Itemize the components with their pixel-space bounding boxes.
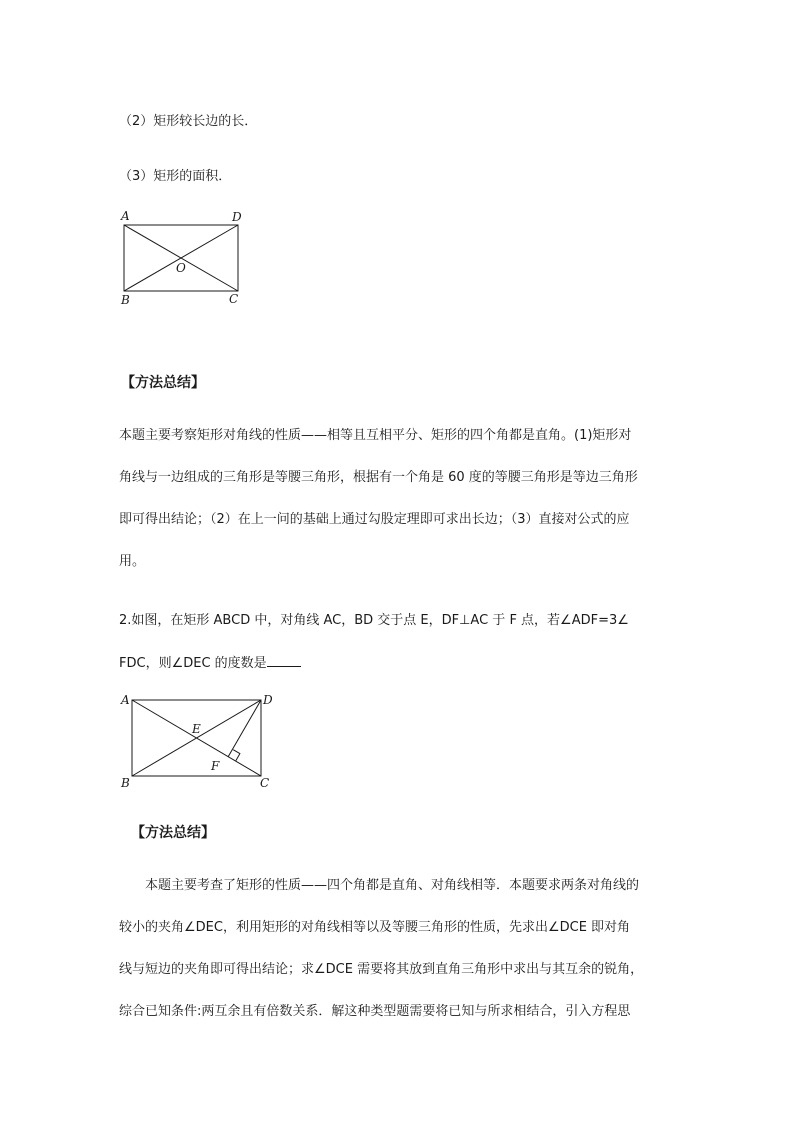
vertex-label-b: B bbox=[121, 293, 130, 307]
method-summary-2-line: 本题主要考查了矩形的性质——四个角都是直角、对角线相等．本题要求两条对角线的 bbox=[145, 878, 640, 893]
vertex-label-c: C bbox=[260, 776, 270, 790]
method-summary-1 bbox=[119, 415, 679, 583]
problem-2-line-2-text: FDC，则∠DEC 的度数是 bbox=[119, 656, 267, 671]
method-summary-1-line: 本题主要考察矩形对角线的性质——相等且互相平分、矩形的四个角都是直角。(1)矩形对 bbox=[119, 428, 632, 443]
method-summary-2-line: 线与短边的夹角即可得出结论；求∠DCE 需要将其放到直角三角形中求出与其互余的锐角， bbox=[119, 962, 644, 977]
vertex-label-b: B bbox=[121, 776, 130, 790]
method-summary-2-line: 较小的夹角∠DEC，利用矩形的对角线相等以及等腰三角形的性质，先求出∠DCE 即对角 bbox=[119, 920, 631, 935]
vertex-label-c: C bbox=[229, 292, 239, 306]
method-summary-2-line: 综合已知条件:两互余且有倍数关系．解这种类型题需要将已知与所求相结合，引入方程思 bbox=[119, 1004, 631, 1019]
vertex-label-d: D bbox=[232, 210, 242, 224]
right-angle-mark bbox=[233, 750, 240, 761]
point-label-f: F bbox=[211, 759, 220, 773]
method-summary-heading-1: 【方法总结】 bbox=[121, 375, 205, 391]
method-summary-1-line: 用。 bbox=[119, 554, 146, 569]
vertex-label-d: D bbox=[263, 693, 273, 707]
point-label-e: E bbox=[192, 722, 201, 736]
rectangle-figure-2 bbox=[115, 690, 275, 795]
vertex-label-a: A bbox=[121, 693, 130, 707]
method-summary-heading-2: 【方法总结】 bbox=[131, 825, 215, 841]
question-3: （3）矩形的面积． bbox=[119, 169, 232, 184]
answer-blank bbox=[267, 654, 301, 667]
rectangle-figure-1 bbox=[110, 205, 260, 310]
vertex-label-a: A bbox=[121, 209, 130, 223]
perpendicular-df bbox=[228, 700, 261, 757]
problem-2-line-2 bbox=[119, 652, 301, 671]
method-summary-2 bbox=[119, 865, 679, 1033]
center-label-o: O bbox=[176, 261, 186, 275]
method-summary-1-line: 角线与一边组成的三角形是等腰三角形，根据有一个角是 60 度的等腰三角形是等边三角形 bbox=[119, 470, 638, 485]
method-summary-1-line: 即可得出结论；（2）在上一问的基础上通过勾股定理即可求出长边；（3）直接对公式的应 bbox=[119, 512, 630, 527]
question-2: （2）矩形较长边的长． bbox=[119, 114, 258, 129]
problem-2-line-1: 2.如图，在矩形 ABCD 中，对角线 AC，BD 交于点 E，DF⊥AC 于 F 点，若∠ADF=3∠ bbox=[119, 613, 629, 628]
